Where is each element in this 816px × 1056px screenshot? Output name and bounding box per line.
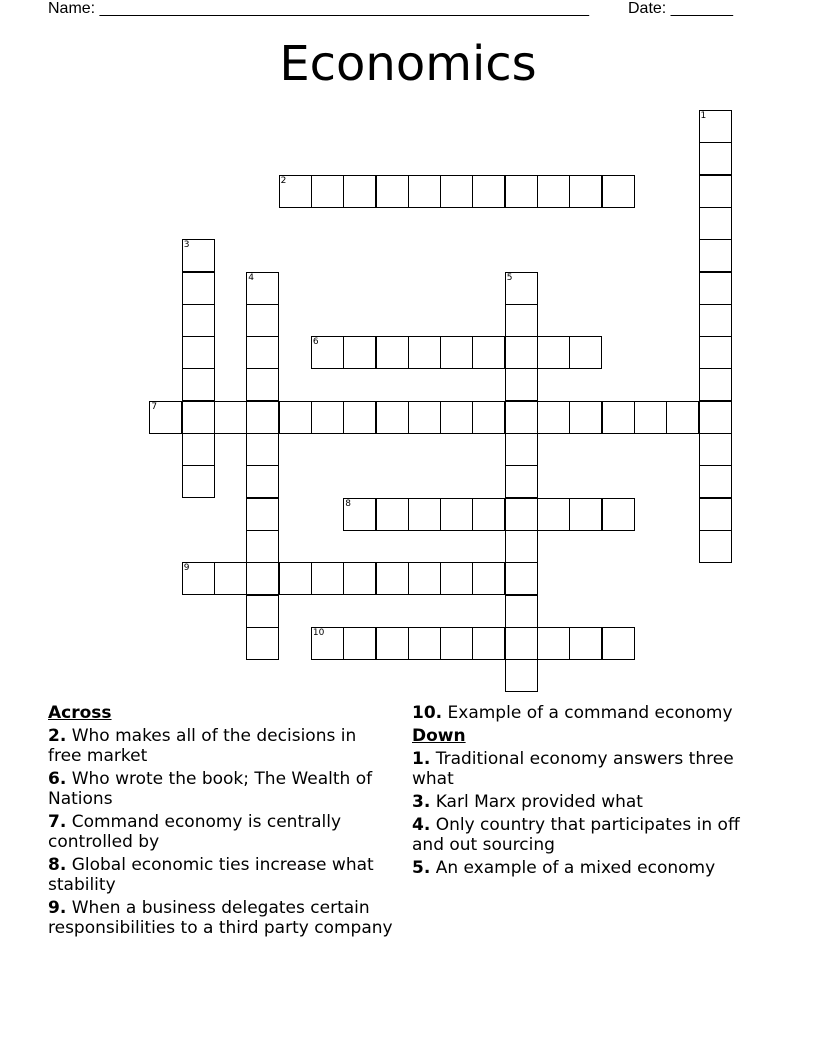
clue-number: 1.: [412, 749, 431, 769]
clue-across-2: [48, 726, 393, 766]
crossword-cell[interactable]: [505, 595, 538, 628]
crossword-cell[interactable]: [472, 627, 505, 660]
page-title: Economics: [279, 36, 537, 92]
across-heading: Across: [48, 703, 112, 723]
clue-text: Who makes all of the decisions in free market: [48, 726, 357, 766]
clue-text: Global economic ties increase what stability: [48, 855, 374, 895]
clue-across-9: [48, 898, 393, 938]
crossword-cell[interactable]: [246, 465, 279, 498]
crossword-cell[interactable]: [505, 465, 538, 498]
clue-down-4: [412, 815, 762, 855]
cell-number: 8: [345, 498, 351, 509]
crossword-cell[interactable]: [505, 368, 538, 401]
crossword-cell[interactable]: [699, 175, 732, 208]
clue-text: When a business delegates certain responsibilities to a third party company: [48, 898, 393, 938]
crossword-cell[interactable]: [440, 175, 473, 208]
clue-text: An example of a mixed economy: [435, 858, 716, 878]
cell-number: 1: [700, 111, 707, 121]
clue-number: 10.: [412, 703, 443, 723]
crossword-cell[interactable]: [182, 562, 215, 595]
crossword-cell[interactable]: [376, 627, 409, 660]
crossword-cell[interactable]: [408, 498, 441, 531]
crossword-cell[interactable]: [602, 175, 635, 208]
crossword-cell[interactable]: [440, 498, 473, 531]
crossword-cell[interactable]: [440, 627, 473, 660]
crossword-cell[interactable]: [311, 627, 344, 660]
crossword-cell[interactable]: [376, 498, 409, 531]
crossword-cell[interactable]: [602, 627, 635, 660]
crossword-cell[interactable]: [699, 368, 732, 401]
crossword-cell[interactable]: [279, 562, 312, 595]
crossword-cell[interactable]: [408, 401, 441, 434]
crossword-cell[interactable]: [699, 530, 732, 563]
crossword-cell[interactable]: [505, 433, 538, 466]
crossword-cell[interactable]: [246, 627, 279, 660]
crossword-cell[interactable]: [246, 368, 279, 401]
crossword-cell[interactable]: [182, 336, 215, 369]
crossword-cell[interactable]: [699, 239, 732, 272]
clue-across-8: [48, 855, 393, 895]
cell-number: 10: [312, 627, 325, 638]
crossword-cell[interactable]: [505, 530, 538, 563]
crossword-cell[interactable]: [440, 401, 473, 434]
crossword-cell[interactable]: [699, 433, 732, 466]
crossword-cell[interactable]: [246, 498, 279, 531]
crossword-cell[interactable]: [699, 142, 732, 175]
crossword-cell[interactable]: [311, 562, 344, 595]
crossword-cell[interactable]: [569, 498, 602, 531]
crossword-cell[interactable]: [440, 562, 473, 595]
name-field[interactable]: Name: _______________________________________________________: [48, 0, 589, 17]
crossword-cell[interactable]: [246, 304, 279, 337]
crossword-cell[interactable]: [279, 401, 312, 434]
down-heading: Down: [412, 726, 466, 746]
down-clues-column: [412, 703, 762, 881]
crossword-cell[interactable]: [602, 498, 635, 531]
clue-number: 6.: [48, 769, 67, 789]
crossword-cell[interactable]: [569, 175, 602, 208]
clue-down-1: [412, 749, 762, 789]
crossword-cell[interactable]: [505, 272, 538, 305]
clue-number: 4.: [412, 815, 431, 835]
crossword-cell[interactable]: [505, 627, 538, 660]
crossword-cell[interactable]: [569, 336, 602, 369]
clue-number: 7.: [48, 812, 67, 832]
cell-number: 2: [280, 175, 287, 186]
crossword-cell[interactable]: [311, 175, 344, 208]
clue-text: Command economy is centrally controlled by: [48, 812, 342, 852]
clue-text: Traditional economy answers three what: [412, 749, 734, 789]
crossword-cell[interactable]: [408, 562, 441, 595]
crossword-cell[interactable]: [569, 401, 602, 434]
crossword-cell[interactable]: [246, 562, 279, 595]
crossword-cell[interactable]: [505, 304, 538, 337]
crossword-cell[interactable]: [376, 336, 409, 369]
crossword-cell[interactable]: [182, 368, 215, 401]
crossword-cell[interactable]: [408, 627, 441, 660]
crossword-cell[interactable]: [408, 175, 441, 208]
crossword-cell[interactable]: [666, 401, 699, 434]
clue-across-10: [412, 703, 762, 723]
crossword-cell[interactable]: [699, 110, 732, 143]
cell-number: 6: [312, 337, 319, 348]
crossword-cell[interactable]: [472, 336, 505, 369]
clue-text: Who wrote the book; The Wealth of Nations: [48, 769, 373, 809]
crossword-cell[interactable]: [311, 336, 344, 369]
cell-number: 7: [151, 401, 158, 412]
crossword-cell[interactable]: [472, 498, 505, 531]
crossword-cell[interactable]: [182, 401, 215, 434]
clue-text: Only country that participates in off and out sourcing: [412, 815, 740, 855]
crossword-cell[interactable]: [149, 401, 182, 434]
crossword-cell[interactable]: [537, 627, 570, 660]
crossword-cell[interactable]: [214, 401, 247, 434]
crossword-cell[interactable]: [311, 401, 344, 434]
clue-number: 5.: [412, 858, 431, 878]
crossword-cell[interactable]: [343, 175, 376, 208]
clue-across-6: [48, 769, 393, 809]
crossword-cell[interactable]: [505, 498, 538, 531]
crossword-cell[interactable]: [343, 401, 376, 434]
cell-number: 5: [506, 272, 513, 283]
crossword-cell[interactable]: [182, 272, 215, 305]
crossword-cell[interactable]: [376, 175, 409, 208]
clue-number: 8.: [48, 855, 67, 875]
cell-number: 9: [183, 563, 190, 574]
crossword-cell[interactable]: [376, 401, 409, 434]
clue-down-3: [412, 792, 762, 812]
across-clues-column: [48, 703, 393, 941]
cell-number: 4: [248, 272, 255, 283]
clue-down-5: [412, 858, 762, 878]
crossword-cell[interactable]: [408, 336, 441, 369]
crossword-cell[interactable]: [182, 239, 215, 272]
crossword-cell[interactable]: [699, 465, 732, 498]
crossword-cell[interactable]: [505, 401, 538, 434]
crossword-cell[interactable]: [279, 175, 312, 208]
clue-across-7: [48, 812, 393, 852]
crossword-cell[interactable]: [472, 401, 505, 434]
crossword-cell[interactable]: [505, 175, 538, 208]
crossword-cell[interactable]: [214, 562, 247, 595]
crossword-cell[interactable]: [343, 498, 376, 531]
crossword-cell[interactable]: [505, 659, 538, 692]
crossword-cell[interactable]: [182, 433, 215, 466]
crossword-cell[interactable]: [699, 207, 732, 240]
crossword-cell[interactable]: [472, 175, 505, 208]
crossword-cell[interactable]: [343, 336, 376, 369]
crossword-cell[interactable]: [699, 272, 732, 305]
clue-number: 9.: [48, 898, 67, 918]
crossword-cell[interactable]: [246, 433, 279, 466]
cell-number: 3: [183, 240, 190, 251]
crossword-cell[interactable]: [440, 336, 473, 369]
crossword-cell[interactable]: [182, 304, 215, 337]
crossword-cell[interactable]: [376, 562, 409, 595]
crossword-cell[interactable]: [343, 627, 376, 660]
clue-number: 3.: [412, 792, 431, 812]
clue-text: Example of a command economy: [447, 703, 733, 723]
crossword-cell[interactable]: [537, 336, 570, 369]
crossword-cell[interactable]: [602, 401, 635, 434]
crossword-cell[interactable]: [343, 562, 376, 595]
crossword-cell[interactable]: [246, 336, 279, 369]
crossword-cell[interactable]: [246, 272, 279, 305]
crossword-cell[interactable]: [699, 304, 732, 337]
date-field[interactable]: Date: _______: [628, 0, 733, 17]
crossword-cell[interactable]: [246, 595, 279, 628]
crossword-cell[interactable]: [537, 401, 570, 434]
clue-text: Karl Marx provided what: [435, 792, 643, 812]
crossword-cell[interactable]: [246, 401, 279, 434]
crossword-cell[interactable]: [537, 175, 570, 208]
crossword-cell[interactable]: [246, 530, 279, 563]
crossword-cell[interactable]: [569, 627, 602, 660]
crossword-cell[interactable]: [699, 498, 732, 531]
crossword-cell[interactable]: [699, 401, 732, 434]
crossword-cell[interactable]: [505, 562, 538, 595]
crossword-cell[interactable]: [182, 465, 215, 498]
crossword-cell[interactable]: [634, 401, 667, 434]
clue-number: 2.: [48, 726, 67, 746]
crossword-cell[interactable]: [537, 498, 570, 531]
crossword-cell[interactable]: [699, 336, 732, 369]
crossword-cell[interactable]: [505, 336, 538, 369]
crossword-cell[interactable]: [472, 562, 505, 595]
